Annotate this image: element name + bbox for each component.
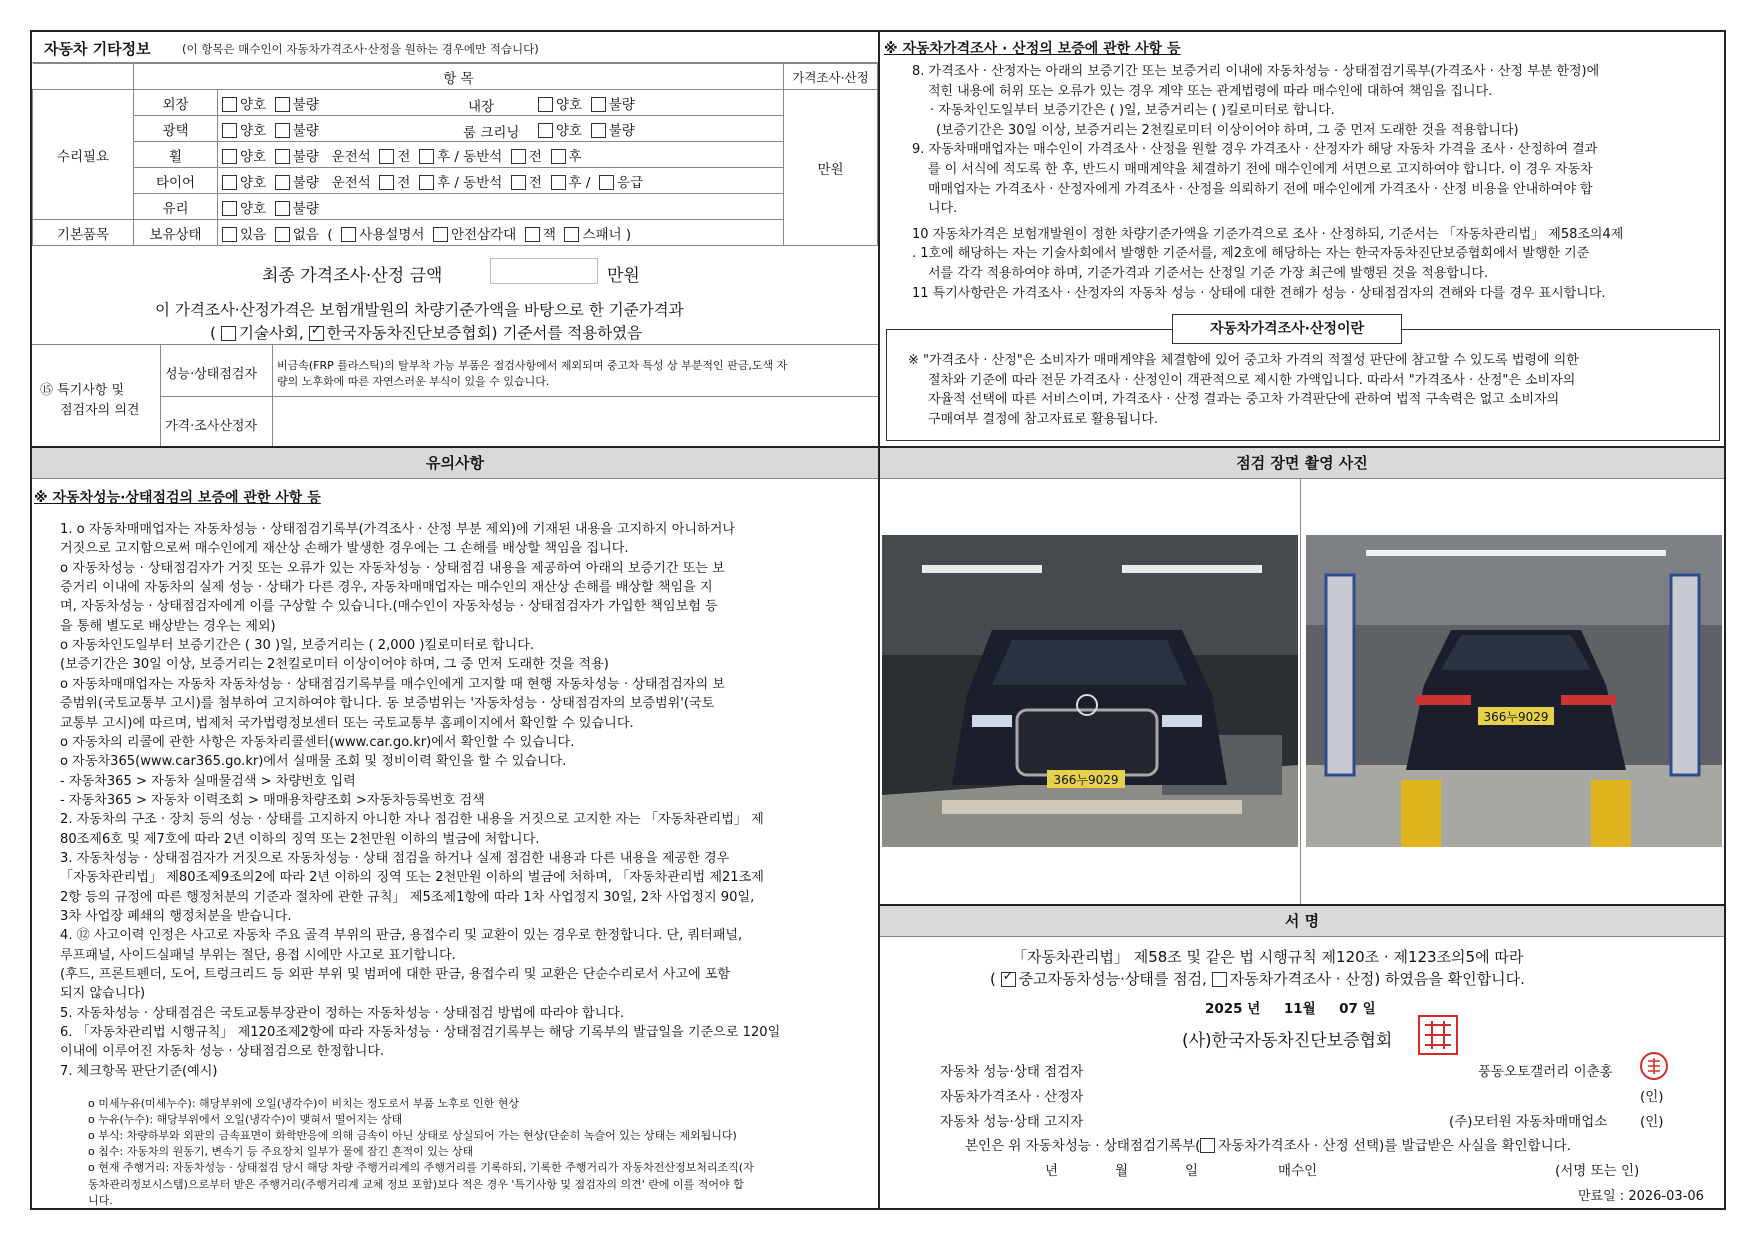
price-warranty-heading: ※ 자동차가격조사 · 산정의 보증에 관한 사항 등 xyxy=(884,41,1181,57)
text-line: 동차관리정보시스템)으로부터 받은 주행거리(주행거리계 교체 정보 포함)보다 적은 경우 '특기사항 및 점검자의 의견' 란에 이를 적어야 합 xyxy=(88,1177,744,1191)
text-line: 4. ⑫ 사고이력 인정은 사고로 자동차 주요 골격 부위의 판금, 용접수리 및 교환이 있는 경우로 한정합니다. 단, 쿼터패널, xyxy=(60,928,743,944)
text-line: 80조제6호 및 제7호에 따라 2년 이하의 징역 또는 2천만원 이하의 벌금에 처합니다. xyxy=(60,831,540,847)
text-line: 절차와 기준에 따라 전문 가격조사 · 산정인이 객관적으로 제시한 가액입니다. 따라서 "가격조사 · 산정"은 소비자의 xyxy=(928,372,1576,388)
glass-bad-checkbox[interactable] xyxy=(275,201,290,216)
text-line: ο 현재 주행거리: 자동차성능 · 상태점검 당시 해당 차량 주행거리계의 주행거리를 기록하되, 기록한 주행거리가 자동차전산정보처리조직(자 xyxy=(88,1161,754,1175)
text-line: ο 자동차성능 · 상태점검자가 거짓 또는 오류가 있는 자동차성능 · 상태점검 내용을 제공하여 아래의 보증기간 또는 보 xyxy=(60,560,725,576)
kaa-checkbox[interactable] xyxy=(309,326,324,341)
checkbox-label: 양호 xyxy=(240,174,267,191)
text-line: 6. 「자동차관리법 시행규칙」 제120조제2항에 따라 자동차성능 · 상태점검기록부는 해당 기록부의 발급일을 기준으로 120일 xyxy=(60,1025,781,1041)
basis-tech-label: 기술사회, xyxy=(239,324,304,342)
text-line: 자율적 선택에 따른 서비스이며, 가격조사 · 산정 결과는 중고차 가격판단에 관하여 법적 구속력은 없고 소비자의 xyxy=(928,392,1560,407)
text-line: 「자동차관리법」 제80조제9조의2에 따라 2년 이하의 징역 또는 2천만원 이하의 벌금에 처하며, 「자동차관리법 제21조제 xyxy=(60,870,764,886)
used-car-inspection-checkbox[interactable] xyxy=(1001,972,1016,987)
text-line: 10 자동차가격은 보험개발원이 정한 차량기준가액을 기준가격으로 조사 · 산정하되, 기준서는 「자동차관리법」 제58조의4제 xyxy=(912,226,1624,242)
checkbox-label: 불량 xyxy=(292,122,319,139)
text-line: 거짓으로 고지함으로써 매수인에게 재산상 손해가 발생한 경우에는 그 손해를 배상할 책임을 집니다. xyxy=(60,541,629,557)
price-definition-title: 자동차가격조사·산정이란 xyxy=(1172,314,1402,344)
wheel-driver-rear-checkbox[interactable] xyxy=(419,149,434,164)
driver-seat-label: 운전석 xyxy=(331,148,371,165)
checkbox-label: 사용설명서 xyxy=(359,226,425,243)
checkbox-label: 응급 xyxy=(617,174,644,191)
text-line: 증범위(국토교통부 고시)를 첨부하여 고지하여야 합니다. 동 보증범위는 '자동차성능 · 상태점검자의 보증범위'(국토 xyxy=(60,696,715,712)
notes-subheading: ※ 자동차성능·상태점검의 보증에 관한 사항 등 xyxy=(34,490,321,506)
price-option-label: 자동차가격조사 · 산정) 하였음을 확인합니다. xyxy=(1229,970,1525,988)
checkbox-label: 있음 xyxy=(240,226,267,243)
price-selection-checkbox[interactable] xyxy=(1200,1138,1215,1153)
buyer-day: 일 xyxy=(1185,1163,1199,1179)
text-line: 을 통해 별도로 배상받는 경우는 제외) xyxy=(60,618,276,634)
possession-have-checkbox[interactable] xyxy=(222,227,237,242)
final-price-row xyxy=(32,253,878,286)
exterior-bad-checkbox[interactable] xyxy=(275,97,290,112)
perf-note-line-1: 비금속(FRP 플라스틱)의 탈부착 가능 부품은 점검사항에서 제외되며 중고차 특성 상 부분적인 판금,도색 자 xyxy=(277,359,788,372)
text-line: ※ "가격조사 · 산정"은 소비자가 매매계약을 체결함에 있어 중고차 가격의 적절성 판단에 참고할 수 있도록 법령에 의한 xyxy=(908,353,1579,368)
final-price-label: 최종 가격조사·산정 금액 xyxy=(262,266,443,286)
text-line: 루프패널, 사이드실패널 부위는 절단, 용접 시에만 사고로 표기합니다. xyxy=(60,947,456,963)
text-line: - 자동차365 > 자동차 실매물검색 > 차량번호 입력 xyxy=(60,773,356,789)
triangle-checkbox[interactable] xyxy=(433,227,448,242)
price-assessor-label: 자동차가격조사 · 산정자 xyxy=(940,1089,1084,1105)
notifier-seal: (인) xyxy=(1640,1114,1664,1130)
text-line: 증거리 이내에 자동차의 실제 성능 · 상태가 다른 경우, 자동차매매업자는 매수인의 재산상 손해를 배상할 책임을 지 xyxy=(60,580,713,596)
front-inspection-photo xyxy=(882,535,1298,847)
rear-car-image xyxy=(1306,535,1722,847)
room-bad-checkbox[interactable] xyxy=(591,123,606,138)
text-line: 2. 자동차의 구조 · 장치 등의 성능 · 상태를 고지하지 아니한 자나 점검한 내용을 거짓으로 고지한 자는 「자동차관리법」 제 xyxy=(60,812,764,828)
checkbox-label: 양호 xyxy=(240,96,267,113)
perf-note-line-2: 량의 노후화에 따른 자연스러운 부식이 있을 수 있습니다. xyxy=(277,375,550,388)
confirm-text-a: 본인은 위 자동차성능 · 상태점검기록부( xyxy=(965,1138,1201,1154)
text-line: ο 미세누유(미세누수): 해당부위에 오일(냉각수)이 비치는 정도로서 부품 노후로 인한 현상 xyxy=(88,1097,519,1110)
price-assessor-seal: (인) xyxy=(1640,1089,1664,1105)
final-price-unit: 만원 xyxy=(607,266,640,286)
text-line: · 자동차인도일부터 보증기간은 ( )일, 보증거리는 ( )킬로미터로 합니다. xyxy=(930,103,1335,119)
checkbox-label: 양호 xyxy=(240,148,267,165)
text-line: 9. 자동차매매업자는 매수인이 가격조사 · 산정을 원할 경우 가격조사 · 산정자가 해당 자동차 가격을 조사 · 산정하여 결과 xyxy=(912,142,1598,158)
wheel-driver-front-checkbox[interactable] xyxy=(379,149,394,164)
special-notes-area xyxy=(32,344,878,447)
checkbox-label: 전 xyxy=(528,148,542,165)
buyer-month: 월 xyxy=(1115,1163,1129,1179)
text-line: 를 이 서식에 적도록 한 후, 반드시 매매계약을 체결하기 전에 매수인에게 서면으로 고지하여야 합니다. 이 경우 자동차 xyxy=(928,162,1593,177)
interior-bad-checkbox[interactable] xyxy=(591,97,606,112)
section-title-row xyxy=(32,32,878,63)
tire-good-checkbox[interactable] xyxy=(222,175,237,190)
price-unit: 만원 xyxy=(784,90,878,246)
row-label-room-cleaning: 룸 크리닝 xyxy=(463,125,520,141)
text-line: ο 침수: 자동차의 원동기, 변속기 등 주요장치 일부가 물에 잠긴 흔적이 있는 상태 xyxy=(88,1145,474,1159)
checkbox-label: 전 xyxy=(397,174,411,191)
notifier-name: (주)모터원 자동차매매업소 xyxy=(1449,1114,1608,1130)
checkbox-label: 잭 xyxy=(542,226,556,243)
glass-good-checkbox[interactable] xyxy=(222,201,237,216)
sign-statement-2 xyxy=(990,968,1525,989)
text-line: 11 특기사항란은 가격조사 · 산정자의 자동차 성능 · 상태에 대한 견해가 성능 · 상태점검자의 견해와 다를 경우 표시합니다. xyxy=(912,285,1606,301)
text-line: 이내에 이루어진 자동차 성능 · 상태점검으로 한정합니다. xyxy=(60,1044,385,1060)
row-label-exterior: 외장 xyxy=(134,90,218,116)
section-title: 자동차 기타정보 xyxy=(44,40,151,58)
confirm-text-b: 자동차가격조사 · 산정 선택)를 발급받은 사실을 확인합니다. xyxy=(1218,1138,1571,1154)
text-line: 8. 가격조사 · 산정자는 아래의 보증기간 또는 보증거리 이내에 자동차성능 · 상태점검기록부(가격조사 · 산정 부분 한정)에 xyxy=(912,64,1600,79)
checkbox-label: 불량 xyxy=(608,123,635,139)
notes-header: 유의사항 xyxy=(32,448,878,479)
checkbox-label: 없음 xyxy=(292,226,319,243)
text-line: 2항 등의 규정에 따른 행정처분의 기준과 절차에 관한 규칙」 제5조제1항에 따라 1차 사업정지 30일, 2차 사업정지 90일, xyxy=(60,889,755,905)
interior-good-checkbox[interactable] xyxy=(538,97,553,112)
inspector-seal xyxy=(1640,1052,1668,1080)
paren-open: ( xyxy=(990,970,996,988)
checkbox-label: 후 / 동반석 xyxy=(437,174,503,191)
text-line: (보증기간은 30일 이상, 보증거리는 2천킬로미터 이상이어야 하며, 그 중 먼저 도래한 것을 적용) xyxy=(60,657,609,673)
rear-inspection-photo xyxy=(1306,535,1722,847)
tire-passenger-rear-checkbox[interactable] xyxy=(551,175,566,190)
row-label-tire: 타이어 xyxy=(134,168,218,194)
text-line: 되지 않습니다) xyxy=(60,986,146,1002)
checkbox-label: 후 / xyxy=(568,174,591,191)
tire-driver-front-checkbox[interactable] xyxy=(379,175,394,190)
col-item-header: 항 목 xyxy=(134,64,784,90)
signature-header: 서 명 xyxy=(880,906,1724,937)
checkbox-label: 불량 xyxy=(292,148,319,165)
row-label-wheel: 휠 xyxy=(134,142,218,168)
text-line: . 1호에 해당하는 자는 기술사회에서 발행한 기준서를, 제2호에 해당하는 자는 한국자동차진단보증협회에서 발행한 기준 xyxy=(912,246,1590,262)
price-assessment-checkbox[interactable] xyxy=(1212,972,1227,987)
photo-divider xyxy=(1300,478,1301,906)
basis-line-1: 이 가격조사·산정가격은 보험개발원의 차량기준가액을 바탕으로 한 기준가격과 xyxy=(155,301,684,319)
rear-plate-text: 366누9029 xyxy=(1483,710,1549,724)
text-line: (후드, 프론트펜더, 도어, 트렁크리드 등 외판 부위 및 범퍼에 대한 판금, 용접수리 및 교환은 단순수리로서 사고에 포함 xyxy=(60,967,731,983)
text-line: ο 부식: 차량하부와 외판의 금속표면이 화학반응에 의해 금속이 아닌 상태로 상실되어 가는 현상(단순히 녹슬어 있는 상태는 제외됩니다) xyxy=(88,1129,737,1143)
text-line: 구매여부 결정에 참고자료로 활용됩니다. xyxy=(928,411,1159,427)
text-line: (보증기간은 30일 이상, 보증거리는 2천킬로미터 이상이어야 하며, 그 중 먼저 도래한 것을 적용합니다) xyxy=(936,122,1519,138)
col-price-header: 가격조사·산정 xyxy=(784,64,878,90)
possession-none-checkbox[interactable] xyxy=(275,227,290,242)
tire-bad-checkbox[interactable] xyxy=(275,175,290,190)
photos-header: 점검 장면 촬영 사진 xyxy=(880,448,1724,479)
text-line: 교통부 고시)에 따르며, 법제처 국가법령정보센터 또는 국토교통부 홈페이지에서 확인할 수 있습니다. xyxy=(60,715,634,731)
text-line: 3차 사업장 폐쇄의 행정처분을 받습니다. xyxy=(60,909,292,924)
final-price-input[interactable] xyxy=(490,258,598,284)
buyer-confirmation xyxy=(965,1134,1571,1154)
checkbox-label: 전 xyxy=(528,174,542,191)
tire-driver-rear-checkbox[interactable] xyxy=(419,175,434,190)
wheel-good-checkbox[interactable] xyxy=(222,149,237,164)
sign-date: 2025 년 11월 07 일 xyxy=(1205,1001,1376,1017)
repair-table: 항 목 가격조사·산정 수리필요 외장 양호 불량 내장 양호 불량 만원 광택 양호 불량 룸 크리닝 양호 불량 휠 양호 불량 운전석 전 후 / 동반석 전 후 타이어 양호 불량 운전석 전 후 / 동반석 전 후 / 응급 유리 양호 불량 기본품목 보유상태 있음 없음 ( 사용설명서 안전삼각대 잭 스패너 ) xyxy=(32,63,878,246)
front-car-image xyxy=(882,535,1298,847)
text-line: 니다. xyxy=(928,201,958,217)
repair-needed-label: 수리필요 xyxy=(33,90,134,220)
checkbox-label: 불량 xyxy=(292,96,319,113)
tech-society-checkbox[interactable] xyxy=(221,326,236,341)
checkbox-label: 후 / 동반석 xyxy=(437,148,503,165)
org-seal-stamp xyxy=(1418,1015,1458,1055)
checkbox-label: 안전삼각대 xyxy=(451,226,517,243)
row-label-glass: 유리 xyxy=(134,194,218,220)
text-line: 서를 각각 적용하여야 하며, 기준가격과 기준서는 산정일 기준 가장 최근에 발행된 것을 적용합니다. xyxy=(928,266,1489,281)
row-label-interior: 내장 xyxy=(468,99,495,115)
text-line: - 자동차365 > 자동차 이력조회 > 매매용차량조회 >자동차등록번호 검색 xyxy=(60,792,485,808)
wheel-passenger-front-checkbox[interactable] xyxy=(511,149,526,164)
checkbox-label: 불량 xyxy=(292,174,319,191)
jack-checkbox[interactable] xyxy=(525,227,540,242)
checkbox-label: 전 xyxy=(397,148,411,165)
gloss-good-checkbox[interactable] xyxy=(222,123,237,138)
tire-emergency-checkbox[interactable] xyxy=(599,175,614,190)
buyer-sign-field[interactable]: (서명 또는 인) xyxy=(1555,1163,1640,1179)
tire-passenger-front-checkbox[interactable] xyxy=(511,175,526,190)
text-line: 매매업자는 가격조사 · 산정자에게 가격조사 · 산정을 의뢰하기 전에 매수인에게 가격조사 · 산정 비용을 안내하여야 합 xyxy=(928,181,1593,197)
text-line: 적힌 내용에 허위 또는 오류가 있는 경우 계약 또는 관계법령에 따라 매수인에 대하여 책임을 집니다. xyxy=(928,83,1493,99)
driver-seat-label: 운전석 xyxy=(331,174,371,191)
price-inspector-label: 가격·조사산정자 xyxy=(165,419,258,434)
buyer-year: 년 xyxy=(1045,1163,1059,1179)
text-line: 3. 자동차성능 · 상태점검자가 거짓으로 자동차성능 · 상태 점검을 하거나 실제 점검한 내용과 다른 내용을 제공한 경우 xyxy=(60,850,730,866)
basis-line-2 xyxy=(210,321,642,343)
inspector-label: 자동차 성능·상태 점검자 xyxy=(940,1064,1084,1080)
text-line: 니다. xyxy=(88,1193,113,1207)
sign-org: (사)한국자동차진단보증협회 xyxy=(1182,1031,1393,1051)
sign-statement-1: 「자동차관리법」 제58조 및 같은 법 시행규칙 제120조 · 제123조의5에 따라 xyxy=(1012,948,1524,966)
special-label-1: ⑮ 특기사항 및 xyxy=(40,383,125,398)
checkbox-label: 양호 xyxy=(240,122,267,139)
checkbox-label: 스패너 ) xyxy=(582,226,632,243)
inspection-option-label: 중고자동차성능·상태를 점검, xyxy=(1018,970,1207,988)
gloss-bad-checkbox[interactable] xyxy=(275,123,290,138)
text-line: ο 자동차365(www.car365.go.kr)에서 실매물 조회 및 정비이력 확인을 할 수 있습니다. xyxy=(60,754,567,770)
checkbox-label: 후 xyxy=(568,148,582,165)
wheel-passenger-rear-checkbox[interactable] xyxy=(551,149,566,164)
basic-items-label: 기본품목 xyxy=(33,220,134,246)
manual-checkbox[interactable] xyxy=(341,227,356,242)
expiry-date: 만료일 : 2026-03-06 xyxy=(1578,1189,1704,1204)
text-line: ο 자동차인도일부터 보증기간은 ( 30 )일, 보증거리는 ( 2,000 )킬로미터로 합니다. xyxy=(60,638,535,654)
paren-open: ( xyxy=(210,324,217,342)
spanner-checkbox[interactable] xyxy=(564,227,579,242)
text-line: 며, 자동차성능 · 상태점검자에게 이를 구상할 수 있습니다.(매수인이 자동차성능 · 상태점검자가 가입한 책임보험 등 xyxy=(60,599,718,615)
text-line: ο 자동차매매업자는 자동차 자동차성능 · 상태점검기록부를 매수인에게 고지할 때 현행 자동차성능 · 상태점검자의 보 xyxy=(60,676,725,692)
checkbox-label: 불량 xyxy=(292,200,319,217)
special-label-2: 점검자의 의견 xyxy=(60,403,140,418)
text-line: 5. 자동차성능 · 상태점검은 국토교통부장관이 정하는 자동차성능 · 상태점검 방법에 따라야 합니다. xyxy=(60,1005,625,1021)
text-line: ο 누유(누수): 해당부위에서 오일(냉각수)이 맺혀서 떨어지는 상태 xyxy=(88,1113,403,1127)
wheel-bad-checkbox[interactable] xyxy=(275,149,290,164)
checkbox-label: 불량 xyxy=(608,97,635,113)
text-line: 1. ο 자동차매매업자는 자동차성능 · 상태점검기록부(가격조사 · 산정 부분 제외)에 기재된 내용을 고지하지 아니하거나 xyxy=(60,522,735,537)
row-label-gloss: 광택 xyxy=(134,116,218,142)
row-label-possession: 보유상태 xyxy=(134,220,218,246)
section-title-note: (이 항목은 매수인이 자동차가격조사·산정을 원하는 경우에만 적습니다) xyxy=(182,42,539,56)
text-line: ο 자동차의 리콜에 관한 사항은 자동차리콜센터(www.car.go.kr)에서 확인할 수 있습니다. xyxy=(60,734,575,750)
perf-inspector-label: 성능·상태점검자 xyxy=(165,367,258,382)
room-good-checkbox[interactable] xyxy=(538,123,553,138)
checkbox-label: 양호 xyxy=(240,200,267,217)
inspector-name: 풍동오토갤러리 이춘홍 xyxy=(1478,1064,1613,1080)
checkbox-label: 양호 xyxy=(556,123,583,139)
basis-kaa-label: 한국자동차진단보증협회) 기준서를 적용하였음 xyxy=(326,324,643,342)
notifier-label: 자동차 성능·상태 고지자 xyxy=(940,1114,1084,1130)
exterior-good-checkbox[interactable] xyxy=(222,97,237,112)
checkbox-label: 양호 xyxy=(556,97,583,113)
front-plate-text: 366누9029 xyxy=(1053,773,1119,787)
buyer-label: 매수인 xyxy=(1278,1163,1318,1179)
text-line: 7. 체크항목 판단기준(예시) xyxy=(60,1063,218,1079)
